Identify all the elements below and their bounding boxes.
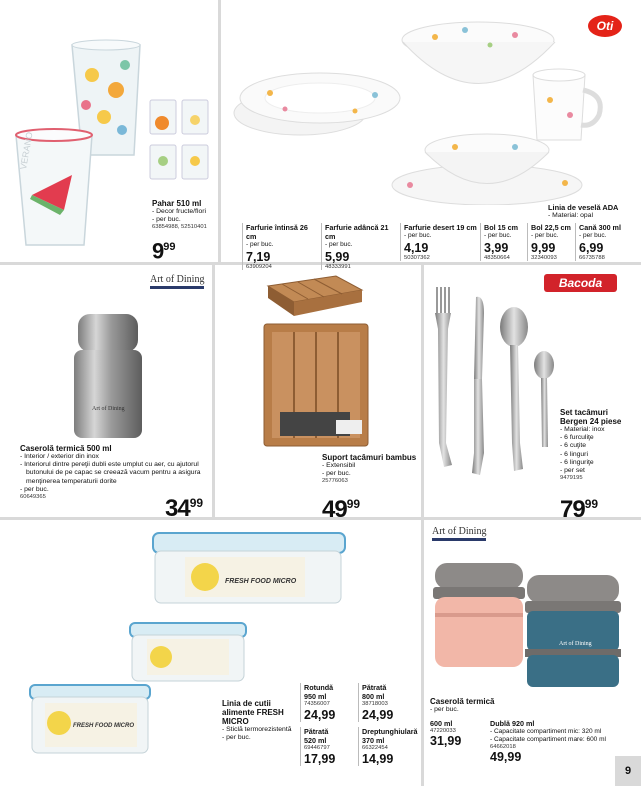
item-name: Farfurie desert 19 cm — [404, 223, 477, 232]
product-name: Suport tacâmuri bambus — [322, 453, 417, 462]
art-of-dining-logo: Art of Dining — [432, 526, 486, 541]
ada-item — [400, 223, 478, 261]
item-code: 50307362 — [404, 255, 430, 262]
item-desc: - Capacitate compartiment mare: 600 ml — [490, 736, 606, 744]
item-size: 370 ml — [362, 736, 385, 745]
item-code: 63909204 — [246, 264, 272, 271]
ada-item — [242, 223, 320, 270]
item-size: 950 ml — [304, 692, 327, 701]
cutlery-set-price: $79^{99}$ — [560, 496, 599, 523]
item-name: Rotundă — [304, 683, 334, 692]
divider — [212, 265, 215, 517]
svg-text:Art of Dining: Art of Dining — [559, 641, 592, 647]
box-item — [300, 727, 358, 766]
product-desc: menţinerea temperaturii dorite — [26, 477, 117, 485]
item-price: 6,99 — [579, 241, 604, 256]
page-number: 9 — [615, 756, 641, 786]
product-desc: - per buc. — [430, 706, 459, 713]
svg-text:FRESH FOOD MICRO: FRESH FOOD MICRO — [73, 723, 134, 729]
svg-text:FRESH FOOD MICRO: FRESH FOOD MICRO — [225, 578, 297, 585]
bacoda-logo: Bacoda — [544, 274, 617, 292]
product-desc: - per set — [560, 467, 585, 475]
product-desc: - Extensibil — [322, 462, 356, 469]
product-code: 9479195 — [560, 475, 583, 482]
product-name: Linia de cutii — [222, 699, 271, 708]
product-name: Set tacâmuri — [560, 408, 609, 417]
product-desc: - Material: opal — [548, 212, 593, 219]
item-code: 48350664 — [484, 255, 510, 262]
product-desc: - 6 linguri — [560, 450, 588, 458]
box-item — [358, 683, 416, 722]
item-name: Cană 300 ml — [579, 223, 621, 232]
ada-item — [575, 223, 635, 261]
svg-text:VERANO: VERANO — [18, 131, 35, 171]
item-size: 520 ml — [304, 736, 327, 745]
item-unit: - per buc. — [531, 232, 559, 239]
product-name: Pahar 510 ml — [152, 199, 202, 208]
product-desc: - per buc. — [322, 470, 351, 478]
item-price: 4,19 — [404, 241, 429, 256]
svg-text:Art of Dining: Art of Dining — [92, 406, 125, 412]
cutlery-set-image — [428, 283, 558, 483]
item-code: 47220033 — [430, 728, 456, 734]
item-unit: - per buc. — [579, 232, 607, 239]
item-price: 14,99 — [362, 752, 394, 766]
item-code: 64662018 — [490, 744, 516, 751]
divider — [218, 0, 221, 262]
product-desc: - Interiorul dintre pereţii dubli este umplut cu aer, cu ajutorul — [20, 461, 199, 469]
item-name: Dublă 920 ml — [490, 719, 535, 728]
glass-price: $9^{99}$ — [152, 238, 176, 264]
item-name: Pătrată — [362, 683, 387, 692]
product-desc: - Decor fructe/flori — [152, 208, 207, 215]
item-price: 17,99 — [304, 752, 336, 766]
item-price: 24,99 — [362, 708, 394, 722]
divider — [421, 265, 424, 786]
ada-item — [527, 223, 575, 261]
lunchbox-info — [430, 697, 530, 714]
item-code: 74356007 — [304, 701, 330, 707]
ada-item — [321, 223, 399, 270]
item-name: Bol 22,5 cm — [531, 223, 571, 232]
item-code: 66322454 — [362, 745, 388, 751]
cutlery-holder-image — [262, 272, 370, 447]
item-name: Pătrată — [304, 727, 329, 736]
item-name: 600 ml — [430, 719, 453, 728]
product-name: Bergen 24 piese — [560, 417, 622, 426]
oti-logo: Oti — [588, 15, 622, 37]
box-item — [300, 683, 358, 722]
item-name: Bol 15 cm — [484, 223, 518, 232]
item-code: 48333991 — [325, 264, 351, 271]
thermo-jar-image — [68, 312, 148, 440]
item-desc: - Capacitate compartiment mic: 320 ml — [490, 728, 602, 735]
item-unit: - per buc. — [246, 241, 274, 248]
divider — [0, 517, 641, 520]
item-name: Farfurie întinsă 26 cm — [246, 223, 308, 241]
product-desc: - Interior / exterior din inox — [20, 453, 99, 460]
lunchbox-image — [425, 545, 625, 690]
product-desc-list — [560, 426, 640, 475]
item-price: 9,99 — [531, 241, 556, 256]
thermo-price: $34^{99}$ — [165, 495, 204, 522]
item-price: 3,99 — [484, 241, 509, 256]
product-desc: - Material: inox — [560, 426, 605, 433]
lunchbox-item-920 — [490, 719, 620, 764]
item-unit: - per buc. — [484, 232, 512, 239]
item-size: 800 ml — [362, 692, 385, 701]
item-unit: - per buc. — [404, 232, 432, 239]
item-name: Farfurie adâncă 21 cm — [325, 223, 389, 241]
item-price: 7,19 — [246, 250, 271, 265]
product-desc: - per buc. — [152, 216, 181, 224]
item-price: 5,99 — [325, 250, 350, 265]
cutlery-set-info — [560, 408, 640, 481]
product-name: Caserolă termică — [430, 697, 495, 706]
product-desc: - per buc. — [20, 485, 49, 493]
product-name: alimente FRESH — [222, 708, 284, 717]
product-desc: - 6 cuţite — [560, 442, 587, 450]
product-desc: butonului de pe capac se creează vacum pentru a asigura — [26, 469, 201, 477]
item-unit: - per buc. — [325, 241, 353, 248]
product-code: 63854988, 52510401 — [152, 224, 207, 231]
product-desc: - Sticlă termorezistentă — [222, 726, 292, 733]
product-desc: - 6 linguriţe — [560, 458, 594, 466]
product-code: 25776063 — [322, 478, 348, 485]
item-price: 24,99 — [304, 708, 336, 722]
product-name: Caserolă termică 500 ml — [20, 444, 112, 453]
ada-item — [480, 223, 526, 261]
ada-info — [548, 203, 638, 220]
item-name: Dreptunghiulară — [362, 727, 418, 736]
product-desc: - 6 furculiţe — [560, 434, 594, 442]
glass-info — [152, 199, 218, 230]
item-code: 66735788 — [579, 255, 605, 262]
box-item — [358, 727, 416, 766]
item-price: 49,99 — [490, 750, 522, 765]
item-code: 69446797 — [304, 745, 330, 751]
product-code: 60649365 — [20, 494, 46, 501]
product-name: MICRO — [222, 717, 249, 726]
product-desc: - per buc. — [222, 734, 251, 742]
cutlery-holder-info — [322, 453, 418, 484]
item-price: 31,99 — [430, 734, 462, 748]
lunchbox-item-600 — [430, 719, 485, 748]
product-name: Linia de veselă ADA — [548, 203, 619, 212]
boxes-info — [222, 699, 302, 742]
item-code: 38718003 — [362, 701, 388, 707]
cutlery-holder-price: $49^{99}$ — [322, 496, 361, 523]
dinnerware-image — [225, 15, 625, 205]
item-code: 32340093 — [531, 255, 557, 262]
art-of-dining-logo: Art of Dining — [150, 274, 204, 289]
